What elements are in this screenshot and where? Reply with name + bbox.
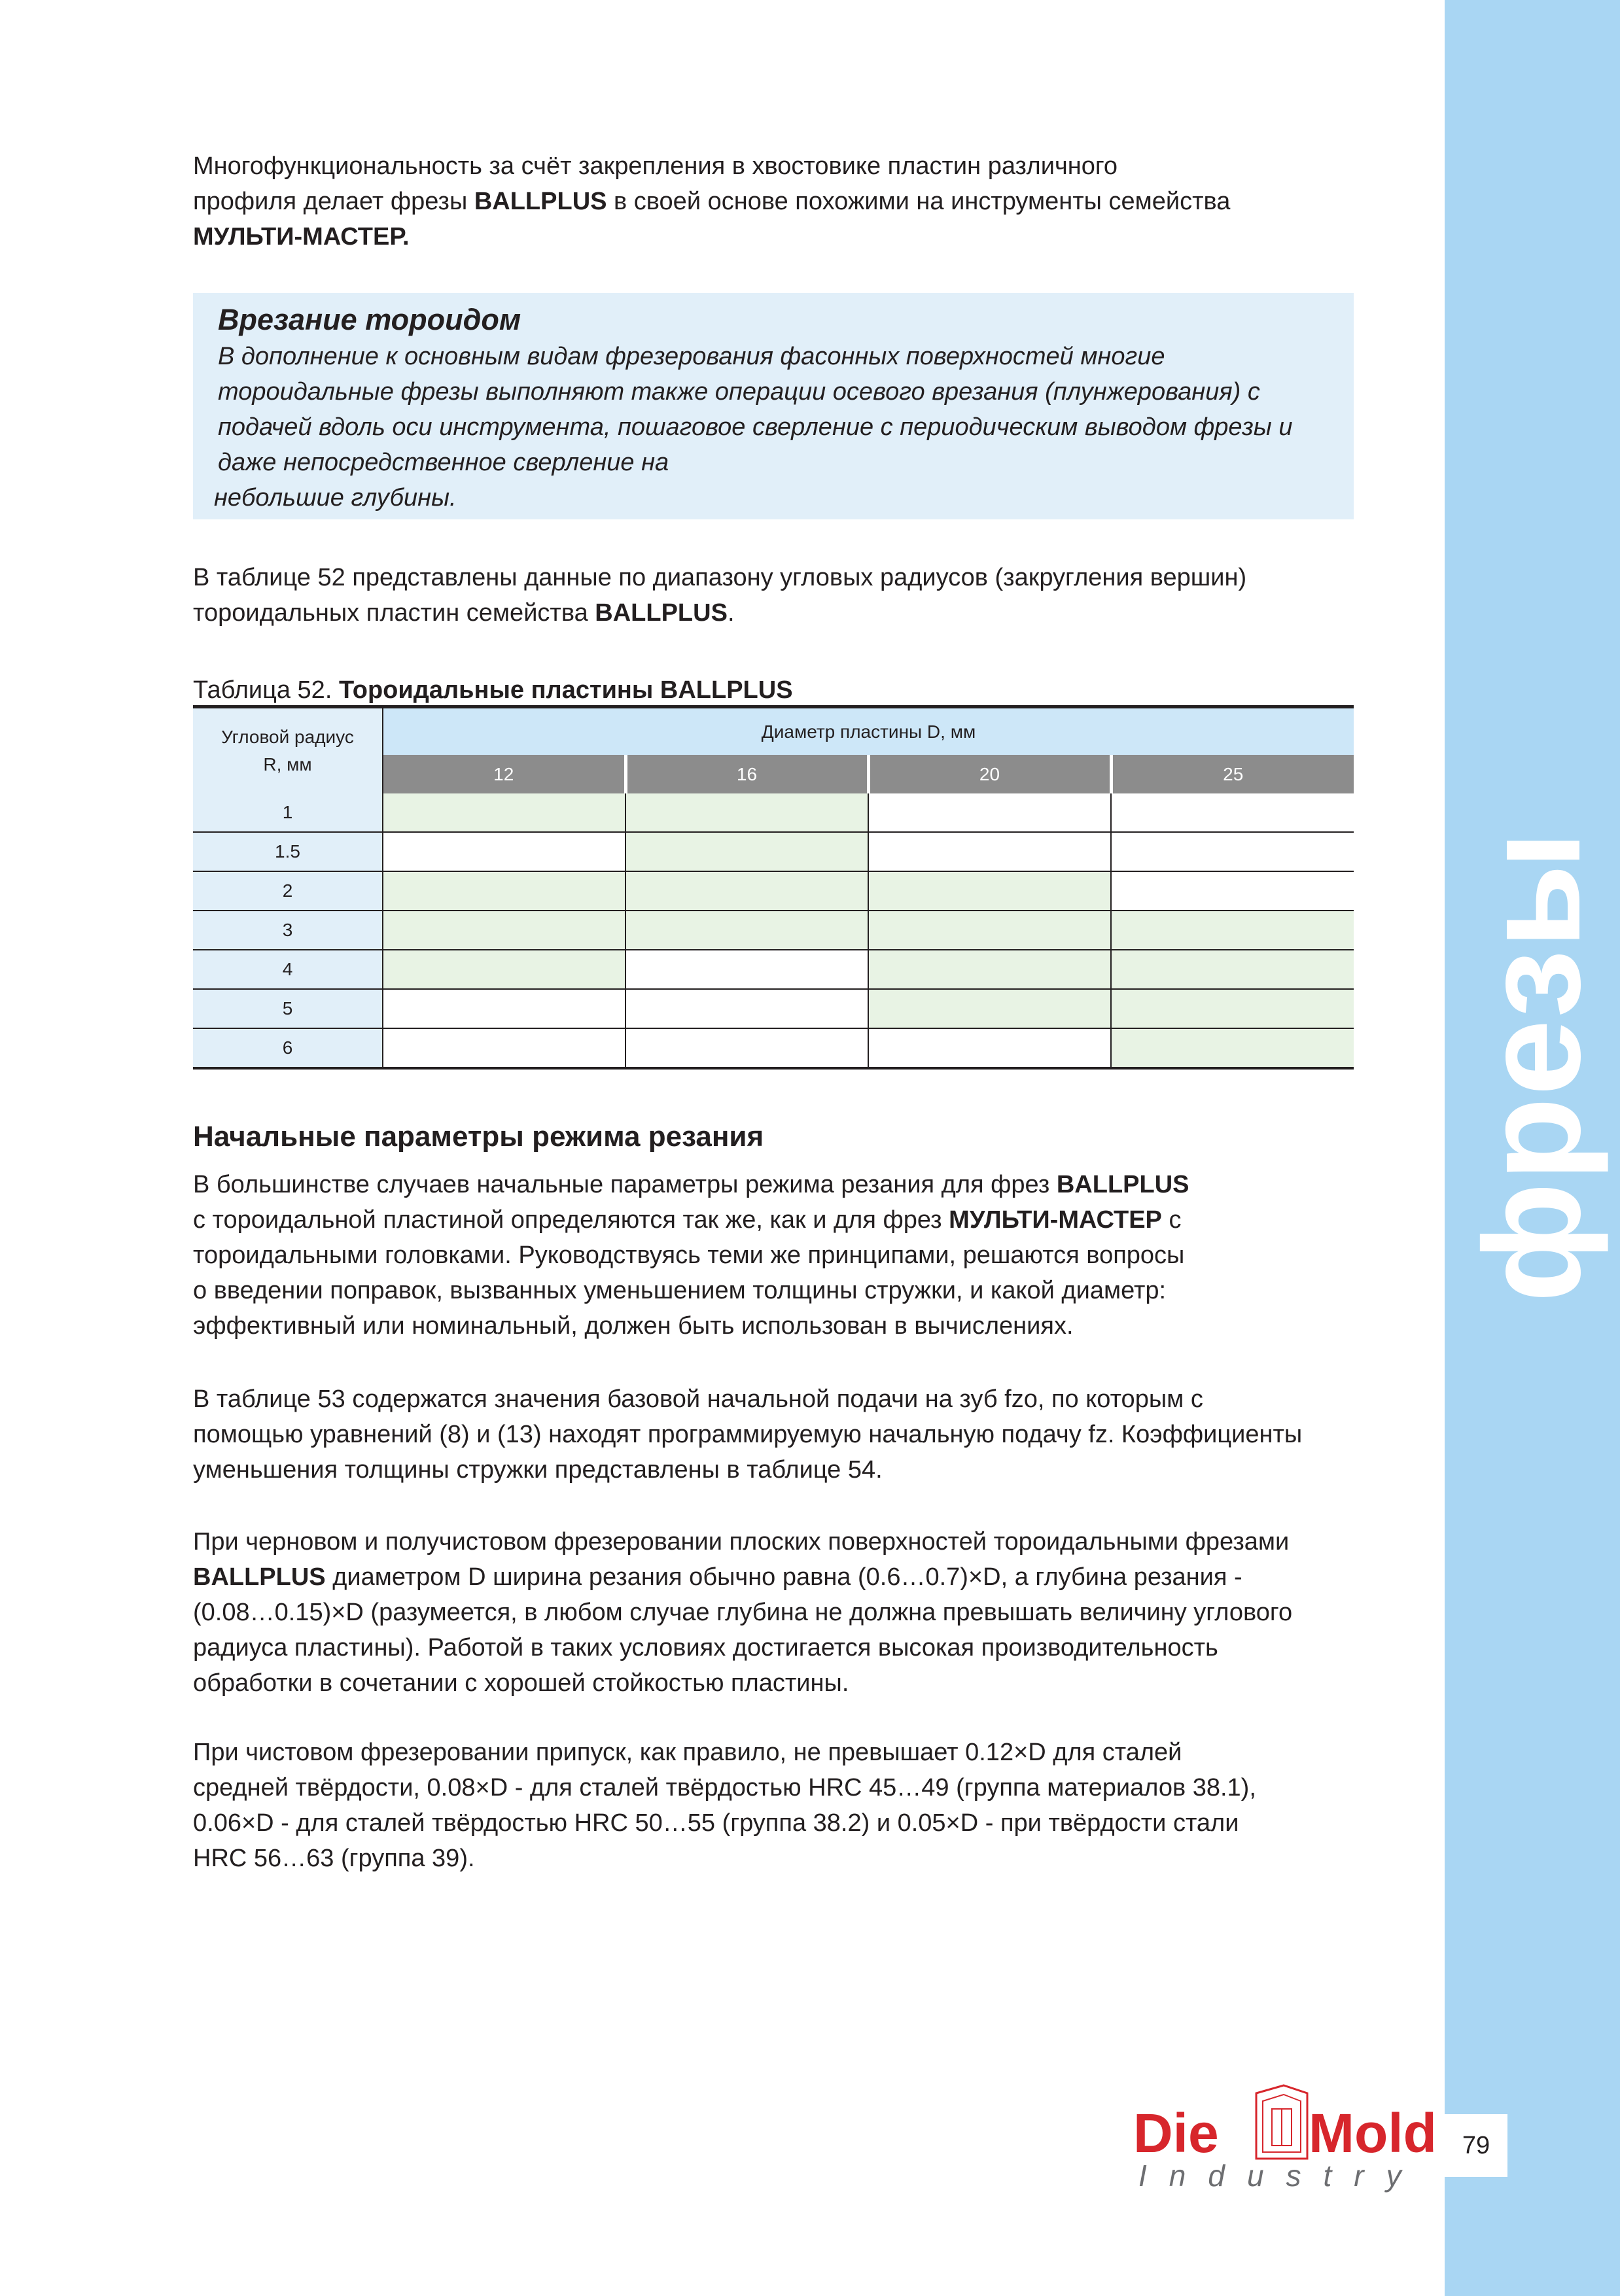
intro-line-1: Многофункциональность за счёт закрепления в хвостовике пластин различного [193, 152, 1118, 180]
diameter-header-cell: 20 [868, 755, 1111, 793]
available-cell [625, 793, 868, 832]
available-cell [625, 911, 868, 950]
available-cell [1111, 911, 1354, 950]
radius-cell: 3 [193, 911, 383, 950]
empty-cell [868, 832, 1111, 871]
table-row [193, 911, 1354, 950]
table-intro-line-2: тороидальных пластин семейства BALLPLUS. [193, 599, 735, 627]
brand-ballplus: BALLPLUS [193, 1563, 326, 1591]
empty-cell [1111, 832, 1354, 871]
note-box [193, 293, 1354, 519]
table-intro-paragraph [193, 560, 1358, 631]
empty-cell [1111, 871, 1354, 911]
available-cell [625, 871, 868, 911]
table-row [193, 950, 1354, 989]
table-intro-line-1: В таблице 52 представлены данные по диапазону угловых радиусов (закругления вершин) [193, 564, 1247, 591]
diemold-logo [1132, 2080, 1439, 2198]
table-row [193, 793, 1354, 832]
empty-cell [868, 793, 1111, 832]
radius-cell: 1 [193, 793, 383, 832]
available-cell [383, 950, 625, 989]
table-row [193, 1028, 1354, 1068]
empty-cell [625, 989, 868, 1028]
section-paragraph-4: При чистовом фрезеровании припуск, как правило, не превышает 0.12×D для сталей средней твёрдости, 0.08×D - для сталей твёрдостью HRC 45…49 (группа материалов 38.1), 0.06×D - для сталей твёрдостью HRC 50…55 (группа 38.2) и 0.05×D - при твёрдости стали HRC 56…63 (группа 39). [193, 1739, 1256, 1872]
intro-paragraph [193, 148, 1358, 254]
available-cell [1111, 950, 1354, 989]
page-number: 79 [1445, 2114, 1507, 2177]
empty-cell [868, 1028, 1111, 1068]
logo-word-industry: Industry [1138, 2159, 1424, 2193]
radius-cell: 1.5 [193, 832, 383, 871]
table-caption-title: Тороидальные пластины BALLPLUS [338, 676, 793, 704]
note-line: В дополнение к основным видам фрезерования фасонных поверхностей многие [218, 343, 1165, 370]
note-line: даже непосредственное сверление на [218, 449, 669, 476]
brand-multimaster: МУЛЬТИ-МАСТЕР [949, 1206, 1162, 1234]
note-line: небольшие глубины. [214, 484, 457, 512]
table-caption: Таблица 52. Тороидальные пластины BALLPLUS [193, 676, 793, 704]
diameter-group-header: Диаметр пластины D, мм [383, 707, 1354, 756]
note-line: тороидальные фрезы выполняют также операции осевого врезания (плунжерования) с [218, 378, 1260, 406]
available-cell [1111, 1028, 1354, 1068]
brand-ballplus: BALLPLUS [474, 188, 607, 215]
empty-cell [383, 832, 625, 871]
intro-line-3: МУЛЬТИ-МАСТЕР. [193, 223, 410, 251]
section-paragraph-1: В большинстве случаев начальные параметры режима резания для фрез BALLPLUS с тороидальной пластиной определяются так же, как и для фрез МУЛЬТИ-МАСТЕР с тороидальными головками. Руководствуясь теми же принципами, решаются вопросы о введении поправок, вызванных уменьшением толщины стружки, и какой диаметр: эффективный или номинальный, должен быть использован в вычислениях. [193, 1171, 1189, 1340]
intro-line-2: профиля делает фрезы BALLPLUS в своей основе похожими на инструменты семейства [193, 188, 1231, 215]
logo-word-mold: Mold [1309, 2102, 1437, 2164]
section-heading: Начальные параметры режима резания [193, 1121, 764, 1153]
available-cell [868, 871, 1111, 911]
available-cell [383, 793, 625, 832]
empty-cell [1111, 793, 1354, 832]
available-cell [383, 871, 625, 911]
table-row [193, 832, 1354, 871]
section-paragraph-2: В таблице 53 содержатся значения базовой начальной подачи на зуб fzo, по которым с помощью уравнений (8) и (13) находят программируемую начальную подачу fz. Коэффициенты уменьшения толщины стружки представлены в таблице 54. [193, 1385, 1303, 1484]
diameter-header-cell: 12 [383, 755, 625, 793]
diameter-header-cell: 25 [1111, 755, 1354, 793]
available-cell [625, 832, 868, 871]
logo-emblem-icon [1256, 2085, 1307, 2159]
logo-word-die: Die [1133, 2102, 1219, 2164]
radius-cell: 6 [193, 1028, 383, 1068]
radius-cell: 2 [193, 871, 383, 911]
empty-cell [625, 1028, 868, 1068]
table-body [193, 707, 1354, 1069]
brand-ballplus: BALLPLUS [595, 599, 728, 627]
note-line: подачей вдоль оси инструмента, пошаговое сверление с периодическим выводом фрезы и [218, 413, 1293, 441]
toroidal-inserts-table [193, 705, 1354, 1070]
empty-cell [383, 989, 625, 1028]
note-text [214, 339, 1350, 515]
note-title: Врезание тороидом [218, 303, 521, 336]
radius-cell: 4 [193, 950, 383, 989]
corner-header: Угловой радиус R, мм [193, 707, 383, 794]
radius-cell: 5 [193, 989, 383, 1028]
diameter-header-cell: 16 [625, 755, 868, 793]
table-header-row [193, 707, 1354, 756]
available-cell [868, 950, 1111, 989]
available-cell [383, 911, 625, 950]
empty-cell [625, 950, 868, 989]
available-cell [868, 989, 1111, 1028]
section-paragraph-3: При черновом и получистовом фрезеровании плоских поверхностей тороидальными фрезами BALLPLUS диаметром D ширина резания обычно равна (0.6…0.7)×D, а глубина резания - (0.08…0.15)×D (разумеется, в любом случае глубина не должна превышать величину углового радиуса пластины). Работой в таких условиях достигается высокая производительность обработки в сочетании с хорошей стойкостью пластины. [193, 1528, 1293, 1697]
available-cell [868, 911, 1111, 950]
available-cell [1111, 989, 1354, 1028]
table-row [193, 989, 1354, 1028]
empty-cell [383, 1028, 625, 1068]
table-row [193, 871, 1354, 911]
brand-ballplus: BALLPLUS [1056, 1171, 1189, 1198]
section-side-label: фрезы [1455, 829, 1609, 1303]
